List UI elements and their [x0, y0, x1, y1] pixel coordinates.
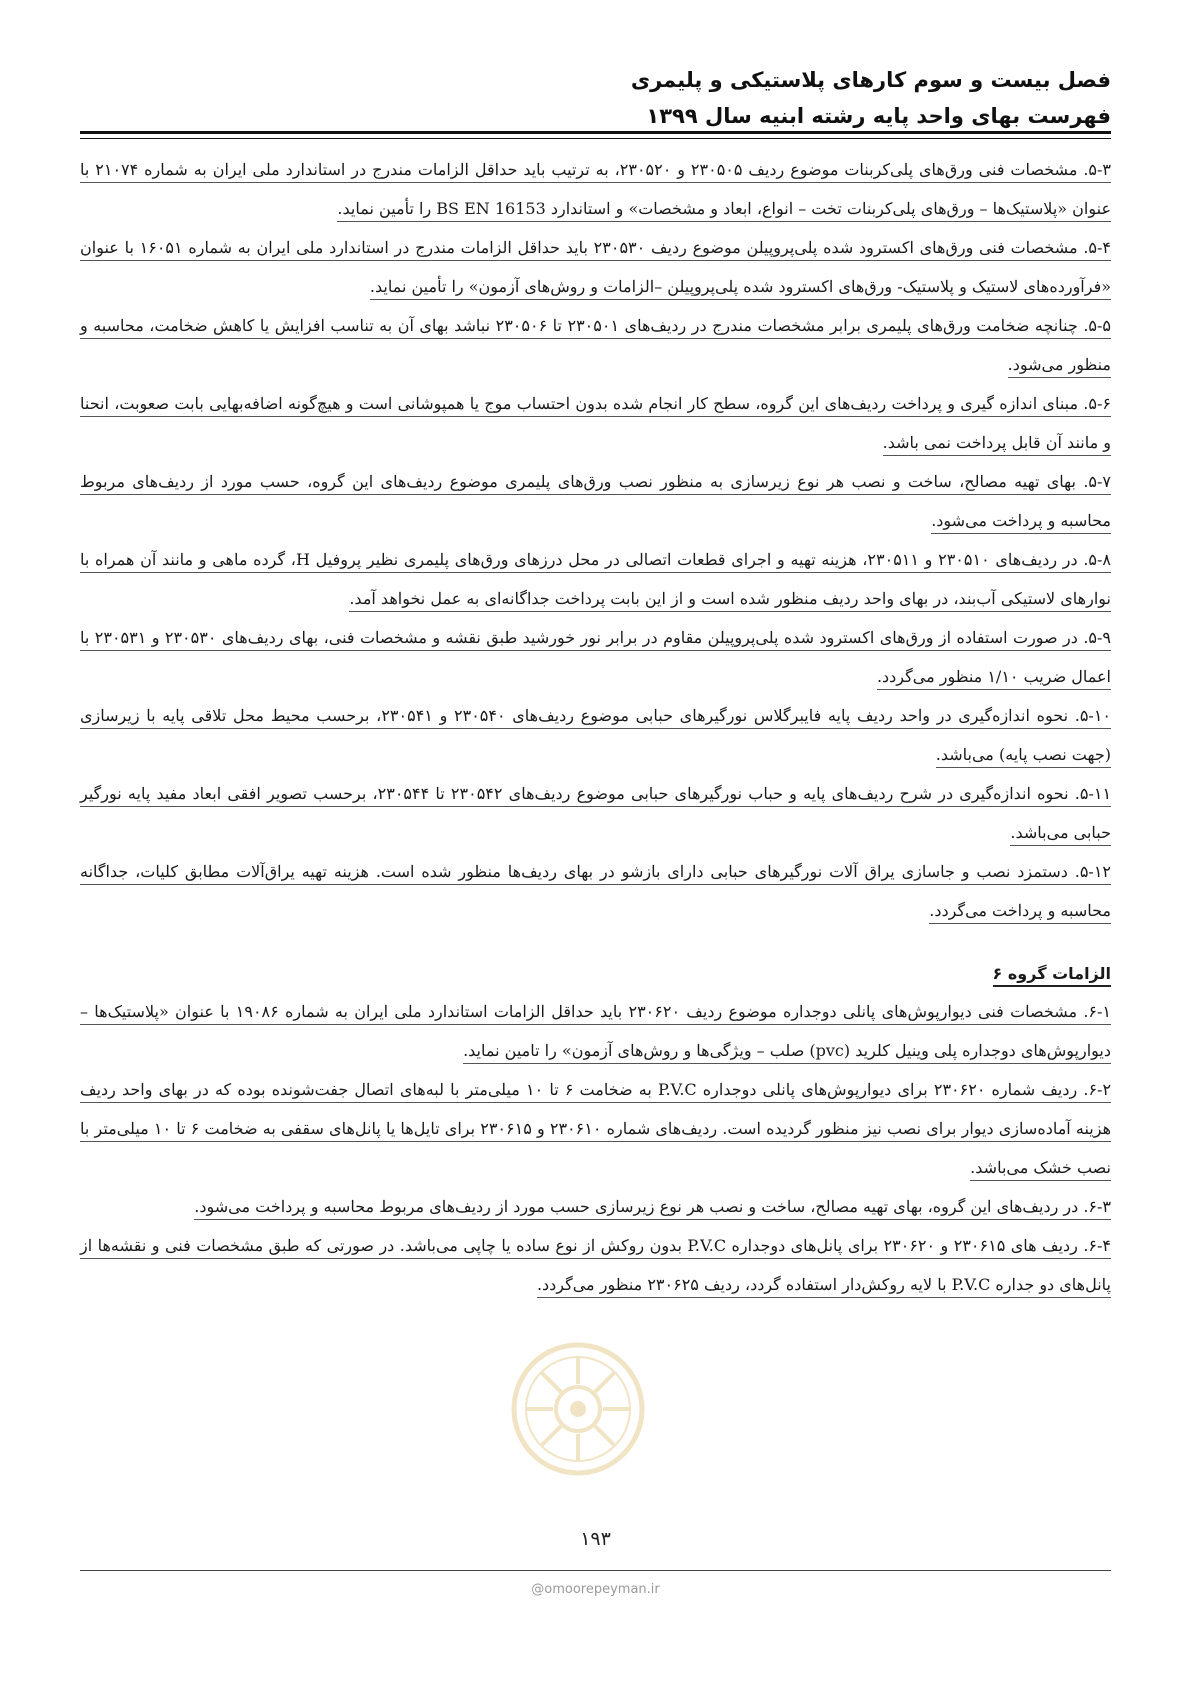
- footer-website: @omoorepeyman.ir: [531, 1582, 660, 1597]
- page-header: [81, 62, 1111, 134]
- header-rule-thin: [80, 138, 1111, 139]
- chapter-title: فصل بیست و سوم کارهای پلاستیکی و پلیمری: [630, 68, 1111, 92]
- paragraph-6-3: ۶-۳. در ردیف‌های این گروه، بهای تهیه مصالح، ساخت و نصب هر نوع زیرسازی حسب مورد از ردیف‌های مربوط محاسبه و پرداخت می‌شود.: [80, 1187, 1111, 1226]
- footer-rule: [80, 1570, 1111, 1571]
- paragraph-5-5: ۵-۵. چنانچه ضخامت ورق‌های پلیمری برابر مشخصات مندرج در ردیف‌های ۲۳۰۵۰۱ تا ۲۳۰۵۰۶ نباشد بهای آن به تناسب افزایش یا کاهش ضخامت، محاسبه و منظور می‌شود.: [80, 306, 1111, 384]
- paragraph-5-6: ۵-۶. مبنای اندازه گیری و پرداخت ردیف‌های این گروه، سطح کار انجام شده بدون احتساب موج یا همپوشانی است و هیچ‌گونه اضافه‌بهایی بابت صعوبت، انحنا و مانند آن قابل پرداخت نمی باشد.: [80, 384, 1111, 462]
- paragraph-6-4: ۶-۴. ردیف های ۲۳۰۶۱۵ و ۲۳۰۶۲۰ برای پانل‌های دوجداره P.V.C بدون روکش از نوع ساده یا چاپی می‌باشد. در صورتی که طبق مشخصات فنی و نقشه‌ها از پانل‌های دو جداره P.V.C با لایه روکش‌دار استفاده گردد، ردیف ۲۳۰۶۲۵ منظور می‌گردد.: [80, 1226, 1111, 1304]
- price-list-title: فهرست بهای واحد پایه رشته ابنیه سال ۱۳۹۹: [646, 104, 1111, 128]
- body-content: [80, 150, 1111, 1304]
- paragraph-5-7: ۵-۷. بهای تهیه مصالح، ساخت و نصب هر نوع زیرسازی به منظور نصب ورق‌های پلیمری موضوع ردیف‌های این گروه، حسب مورد از ردیف‌های مربوط محاسبه و پرداخت می‌شود.: [80, 462, 1111, 540]
- paragraph-5-9: ۵-۹. در صورت استفاده از ورق‌های اکسترود شده پلی‌پروپیلن مقاوم در برابر نور خورشید طبق نقشه و مشخصات فنی، بهای ردیف‌های ۲۳۰۵۳۰ و ۲۳۰۵۳۱ با اعمال ضریب ۱/۱۰ منظور می‌گردد.: [80, 618, 1111, 696]
- seal-watermark-icon: [507, 1338, 649, 1480]
- paragraph-5-10: ۵-۱۰. نحوه اندازه‌گیری در واحد ردیف پایه فایبرگلاس نورگیرهای حبابی موضوع ردیف‌های ۲۳۰۵۴۰ و ۲۳۰۵۴۱، برحسب محیط محل تلاقی پایه با زیرسازی (جهت نصب پایه) می‌باشد.: [80, 696, 1111, 774]
- paragraph-5-3: ۵-۳. مشخصات فنی ورق‌های پلی‌کربنات موضوع ردیف ۲۳۰۵۰۵ و ۲۳۰۵۲۰، به ترتیب باید حداقل الزامات مندرج در استاندارد ملی ایران به شماره ۲۱۰۷۴ با عنوان «پلاستیک‌ها – ورق‌های پلی‌کربنات تخت – انواع، ابعاد و مشخصات» و استاندارد BS EN 16153 را تأمین نماید.: [80, 150, 1111, 228]
- header-rule-thick: [80, 131, 1111, 134]
- paragraph-6-1: ۶-۱. مشخصات فنی دیوارپوش‌های پانلی دوجداره موضوع ردیف ۲۳۰۶۲۰ باید حداقل الزامات استاندارد ملی ایران به شماره ۱۹۰۸۶ با عنوان «پلاستیک‌ها – دیوارپوش‌های دوجداره پلی وینیل کلرید (pvc) صلب – ویژگی‌ها و روش‌های آزمون» را تامین نماید.: [80, 992, 1111, 1070]
- paragraph-5-4: ۵-۴. مشخصات فنی ورق‌های اکسترود شده پلی‌پروپیلن موضوع ردیف ۲۳۰۵۳۰ باید حداقل الزامات مندرج در استاندارد ملی ایران به شماره ۱۶۰۵۱ با عنوان «فرآورده‌های لاستیک و پلاستیک- ورق‌های اکسترود شده پلی‌پروپیلن –الزامات و روش‌های آزمون» را تأمین نماید.: [80, 228, 1111, 306]
- paragraph-5-8: ۵-۸. در ردیف‌های ۲۳۰۵۱۰ و ۲۳۰۵۱۱، هزینه تهیه و اجرای قطعات اتصالی در محل درزهای ورق‌های پلیمری نظیر پروفیل H، گرده ماهی و مانند آن همراه با نوارهای لاستیکی آب‌بند، در بهای واحد ردیف منظور شده است و از این بابت پرداخت جداگانه‌ای به عمل نخواهد آمد.: [80, 540, 1111, 618]
- paragraph-5-11: ۵-۱۱. نحوه اندازه‌گیری در شرح ردیف‌های پایه و حباب نورگیرهای حبابی موضوع ردیف‌های ۲۳۰۵۴۲ تا ۲۳۰۵۴۴، برحسب تصویر افقی ابعاد مفید پایه نورگیر حبابی می‌باشد.: [80, 774, 1111, 852]
- section-title-group-6: الزامات گروه ۶: [80, 956, 1111, 992]
- page-number: ۱۹۳: [580, 1528, 611, 1550]
- paragraph-6-2: ۶-۲. ردیف شماره ۲۳۰۶۲۰ برای دیوارپوش‌های پانلی دوجداره P.V.C به ضخامت ۶ تا ۱۰ میلی‌متر با لبه‌های اتصال جفت‌شونده بوده که در بهای واحد ردیف هزینه آماده‌سازی دیوار برای نصب نیز منظور گردیده است. ردیف‌های شماره ۲۳۰۶۱۰ و ۲۳۰۶۱۵ برای تایل‌ها یا پانل‌های سقفی به ضخامت ۶ تا ۱۰ میلی‌متر با نصب خشک می‌باشد.: [80, 1070, 1111, 1187]
- paragraph-5-12: ۵-۱۲. دستمزد نصب و جاسازی یراق آلات نورگیرهای حبابی دارای بازشو در بهای ردیف‌ها منظور شده است. هزینه تهیه یراق‌آلات مطابق کلیات، جداگانه محاسبه و پرداخت می‌گردد.: [80, 852, 1111, 930]
